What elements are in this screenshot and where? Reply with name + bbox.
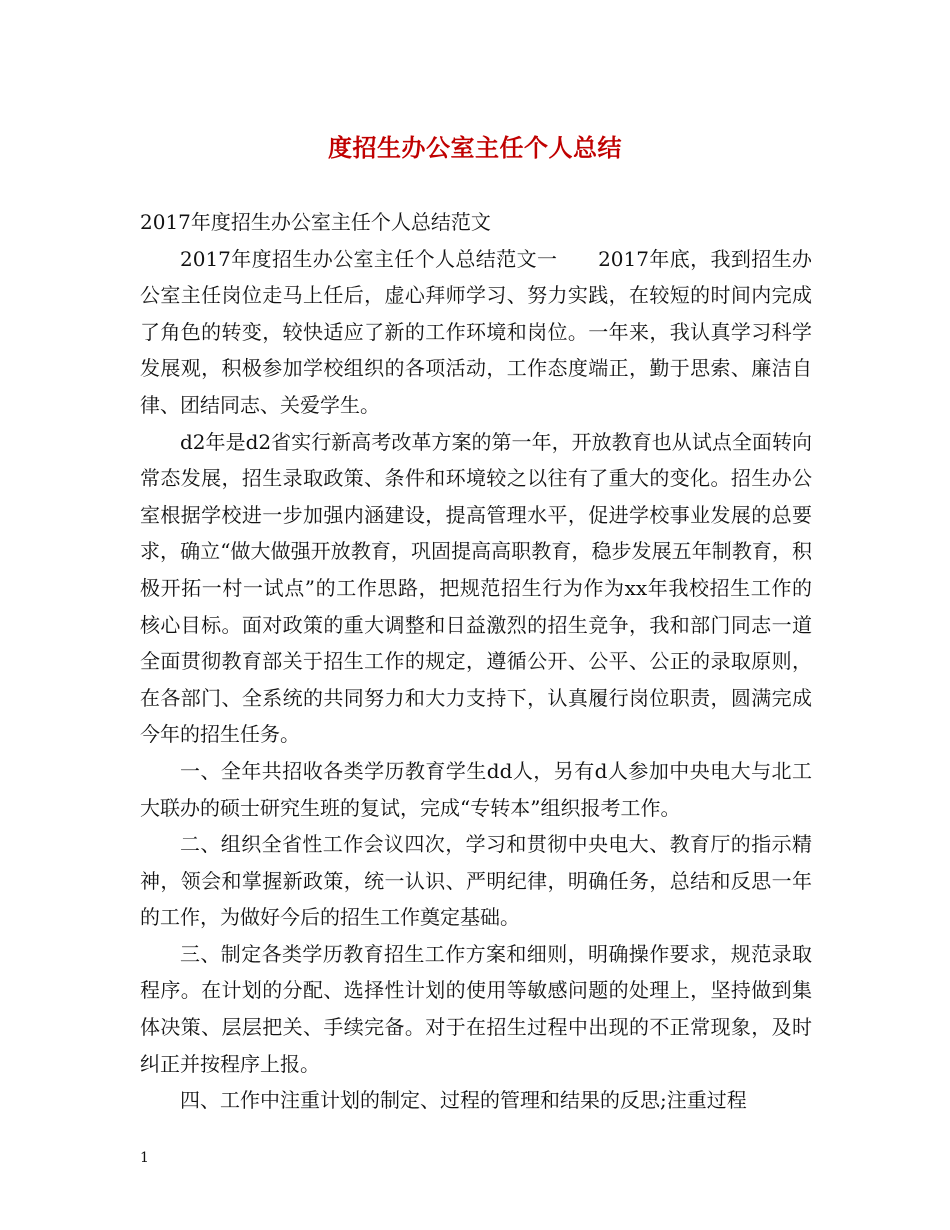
- paragraph-item-4: 四、工作中注重计划的制定、过程的管理和结果的反思;注重过程: [180, 1088, 747, 1113]
- paragraph-background: d2年是d2省实行新高考改革方案的第一年，开放教育也从试点全面转向常态发展，招生录取政策、条件和环境较之以往有了重大的变化。招生办公室根据学校进一步加强内涵建设，提高管理水平，促进学校事业发展的总要求，确立“做大做强开放教育，巩固提高高职教育，稳步发展五年制教育，积极开拓一村一试点”的工作思路，把规范招生行为作为xx年我校招生工作的核心目标。面对政策的重大调整和日益激烈的招生竞争，我和部门同志一道全面贯彻教育部关于招生工作的规定，遵循公开、公平、公正的录取原则，在各部门、全系统的共同努力和大力支持下，认真履行岗位职责，圆满完成今年的招生任务。: [140, 429, 812, 747]
- paragraph-item-2: 二、组织全省性工作会议四次，学习和贯彻中央电大、教育厅的指示精神，领会和掌握新政策，统一认识、严明纪律，明确任务，总结和反思一年的工作，为做好今后的招生工作奠定基础。: [140, 832, 812, 930]
- paragraph-item-1: 一、全年共招收各类学历教育学生dd人，另有d人参加中央电大与北工大联办的硕士研究生班的复试，完成“专转本”组织报考工作。: [140, 758, 812, 820]
- document-subtitle: 2017年度招生办公室主任个人总结范文: [140, 210, 491, 234]
- document-body: [140, 204, 812, 1119]
- paragraph-intro: 2017年度招生办公室主任个人总结范文一 2017年底，我到招生办公室主任岗位走马上任后，虚心拜师学习、努力实践，在较短的时间内完成了角色的转变，较快适应了新的工作环境和岗位。一年来，我认真学习科学发展观，积极参加学校组织的各项活动，工作态度端正，勤于思索、廉洁自律、团结同志、关爱学生。: [140, 246, 812, 417]
- document-title: 度招生办公室主任个人总结: [328, 133, 622, 162]
- paragraph-item-3: 三、制定各类学历教育招生工作方案和细则，明确操作要求，规范录取程序。在计划的分配、选择性计划的使用等敏感问题的处理上，坚持做到集体决策、层层把关、手续完备。对于在招生过程中出现的不正常现象，及时纠正并按程序上报。: [140, 941, 812, 1076]
- page-number: 1: [140, 1150, 149, 1166]
